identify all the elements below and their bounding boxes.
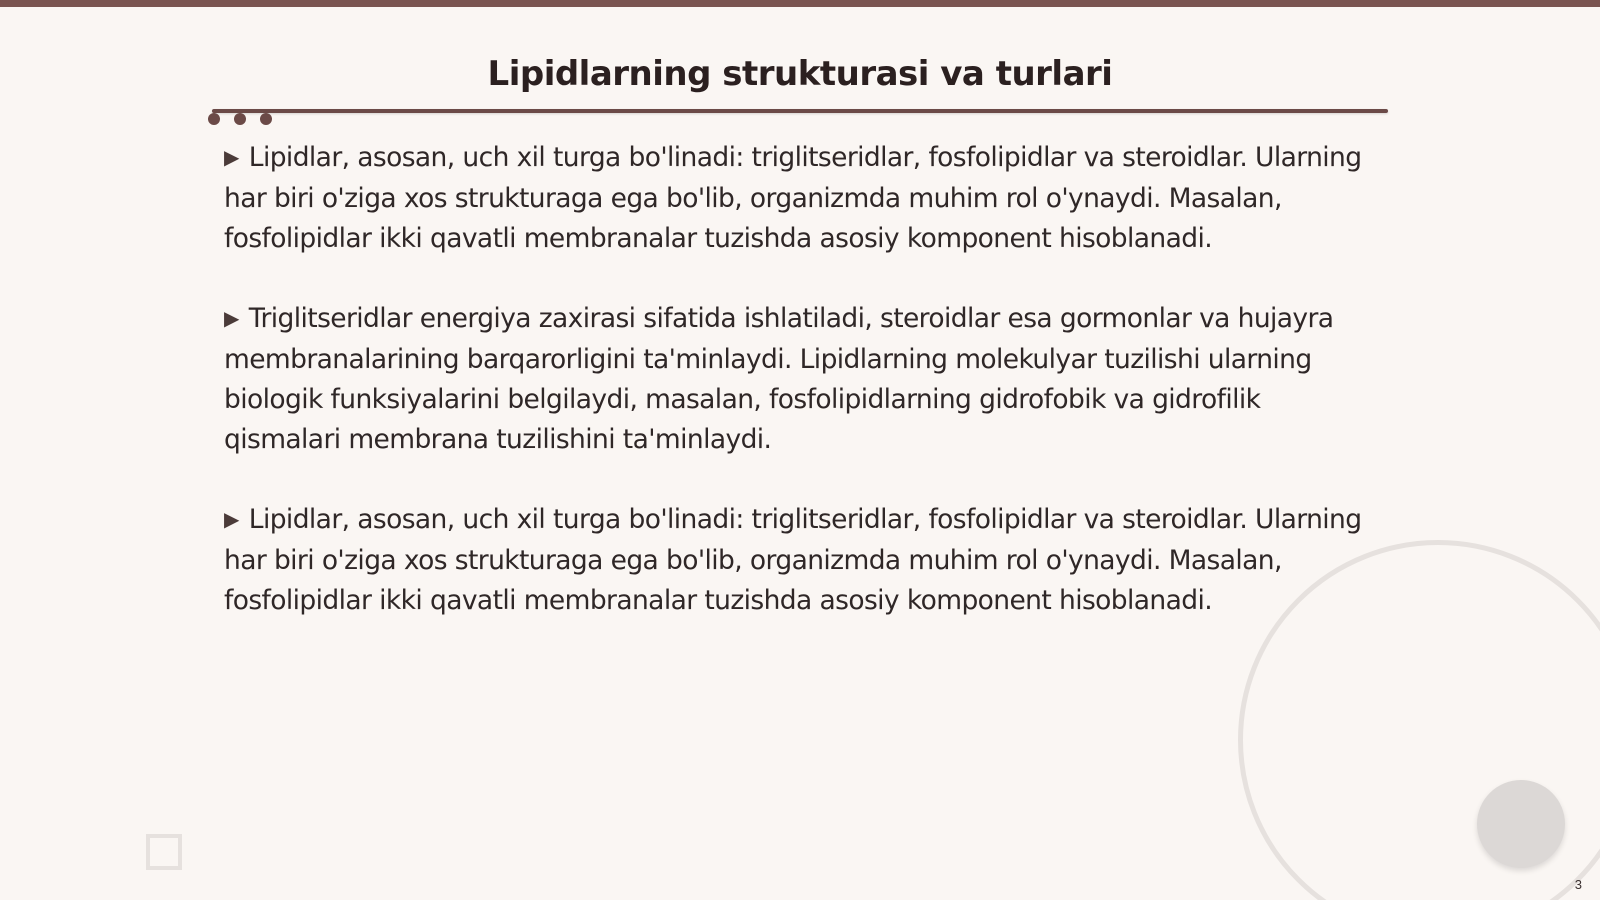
triangle-right-icon: ▶ [224,145,239,169]
decor-dot-3 [260,113,272,125]
paragraph-1-text: Lipidlar, asosan, uch xil turga bo'linadi: triglitseridlar, fosfolipidlar va steroidlar. Ularning har biri o'ziga xos strukturaga ega bo'lib, organizmda muhim rol o'ynaydi. Masalan, fosfolipidlar ikki qavatli membranalar tuzishda asosiy komponent hisoblanadi. [224,142,1362,254]
title-underline [212,109,1388,113]
triangle-right-icon: ▶ [224,306,239,330]
paragraph-1 [224,138,1374,259]
triangle-right-icon: ▶ [224,507,239,531]
decor-square-outline [146,834,182,870]
paragraph-3-text: Lipidlar, asosan, uch xil turga bo'linadi: triglitseridlar, fosfolipidlar va steroidlar. Ularning har biri o'ziga xos strukturaga ega bo'lib, organizmda muhim rol o'ynaydi. Masalan, fosfolipidlar ikki qavatli membranalar tuzishda asosiy komponent hisoblanadi. [224,504,1362,616]
slide-title: Lipidlarning strukturasi va turlari [487,54,1113,94]
top-accent-bar [0,0,1600,7]
paragraph-3 [224,500,1374,621]
paragraph-2-text: Triglitseridlar energiya zaxirasi sifatida ishlatiladi, steroidlar esa gormonlar va hujayra membranalarining barqarorligini ta'minlaydi. Lipidlarning molekulyar tuzilishi ularning biologik funksiyalarini belgilaydi, masalan, fosfolipidlarning gidrofobik va gidrofilik qismalari membrana tuzilishini ta'minlaydi. [224,303,1334,455]
page-number: 3 [1574,877,1582,892]
decor-dot-2 [234,113,246,125]
decor-circle-filled [1477,780,1565,868]
decor-dot-1 [208,113,220,125]
paragraph-2 [224,299,1374,460]
slide-body [224,138,1374,661]
